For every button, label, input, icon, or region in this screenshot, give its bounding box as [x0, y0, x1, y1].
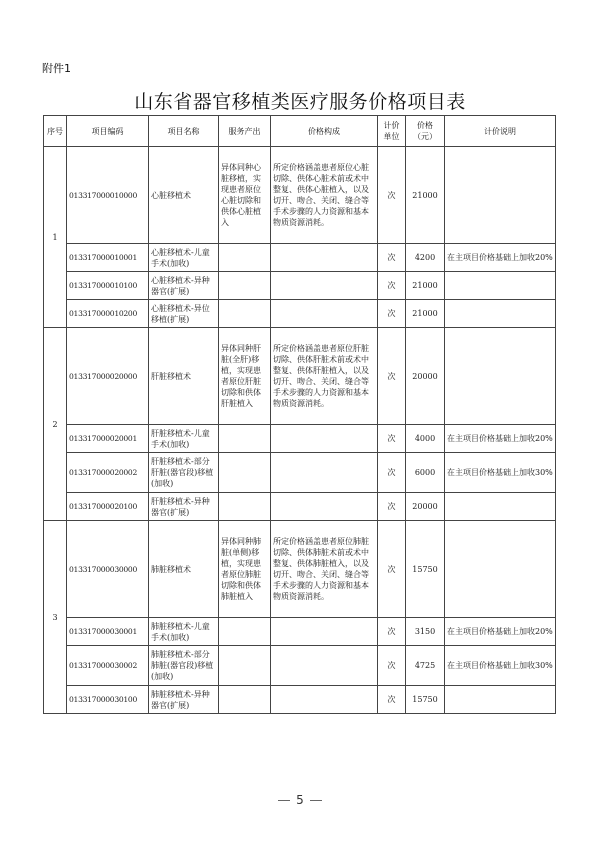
note-cell	[445, 686, 556, 714]
seq-cell: 1	[44, 147, 67, 328]
output-cell	[219, 686, 271, 714]
code-cell: 013317000010000	[67, 147, 149, 244]
output-cell: 异体同种肺脏(单侧)移植，实现患者原位肺脏切除和供体肺脏植入	[219, 521, 271, 618]
note-cell: 在主项目价格基础上加收20%	[445, 618, 556, 646]
composition-cell	[271, 300, 378, 328]
note-cell	[445, 521, 556, 618]
header-price: 价格（元）	[406, 116, 445, 147]
table-row-sub	[44, 618, 556, 646]
unit-cell: 次	[378, 425, 406, 453]
price-cell: 21000	[406, 300, 445, 328]
code-cell: 013317000010001	[67, 244, 149, 272]
price-cell: 21000	[406, 147, 445, 244]
note-cell	[445, 300, 556, 328]
composition-cell	[271, 244, 378, 272]
name-cell: 肝脏移植术-部分肝脏(器官段)移植(加收)	[149, 453, 219, 493]
header-composition: 价格构成	[271, 116, 378, 147]
table-row-main	[44, 328, 556, 425]
code-cell: 013317000030001	[67, 618, 149, 646]
code-cell: 013317000030100	[67, 686, 149, 714]
code-cell: 013317000020100	[67, 493, 149, 521]
name-cell: 心脏移植术-儿童手术(加收)	[149, 244, 219, 272]
name-cell: 心脏移植术-异种器官(扩展)	[149, 272, 219, 300]
code-cell: 013317000010200	[67, 300, 149, 328]
code-cell: 013317000020002	[67, 453, 149, 493]
unit-cell: 次	[378, 618, 406, 646]
table-row-sub	[44, 300, 556, 328]
unit-cell: 次	[378, 453, 406, 493]
output-cell	[219, 244, 271, 272]
price-cell: 15750	[406, 521, 445, 618]
header-code: 项目编码	[67, 116, 149, 147]
name-cell: 肺脏移植术-部分肺脏(器官段)移植(加收)	[149, 646, 219, 686]
note-cell	[445, 272, 556, 300]
price-cell: 21000	[406, 272, 445, 300]
page-number	[0, 793, 600, 807]
table-row-sub	[44, 453, 556, 493]
name-cell: 肝脏移植术	[149, 328, 219, 425]
name-cell: 肝脏移植术-儿童手术(加收)	[149, 425, 219, 453]
composition-cell: 所定价格涵盖患者原位心脏切除、供体心脏术前或术中整复、供体心脏植入，以及切开、吻合、关闭、缝合等手术步骤的人力资源和基本物质资源消耗。	[271, 147, 378, 244]
table-row-main	[44, 147, 556, 244]
code-cell: 013317000020000	[67, 328, 149, 425]
note-cell	[445, 328, 556, 425]
name-cell: 肺脏移植术	[149, 521, 219, 618]
code-cell: 013317000010100	[67, 272, 149, 300]
unit-cell: 次	[378, 272, 406, 300]
composition-cell	[271, 493, 378, 521]
output-cell: 异体同种肝脏(全肝)移植，实现患者原位肝脏切除和供体肝脏植入	[219, 328, 271, 425]
output-cell	[219, 272, 271, 300]
price-cell: 4725	[406, 646, 445, 686]
composition-cell: 所定价格涵盖患者原位肝脏切除、供体肝脏术前或术中整复、供体肝脏植入，以及切开、吻合、关闭、缝合等手术步骤的人力资源和基本物质资源消耗。	[271, 328, 378, 425]
output-cell	[219, 300, 271, 328]
unit-cell: 次	[378, 244, 406, 272]
output-cell	[219, 425, 271, 453]
price-cell: 20000	[406, 493, 445, 521]
page-number-value: 5	[296, 793, 304, 807]
code-cell: 013317000030000	[67, 521, 149, 618]
dash-right	[310, 800, 322, 801]
code-cell: 013317000030002	[67, 646, 149, 686]
composition-cell: 所定价格涵盖患者原位肺脏切除、供体肺脏术前或术中整复、供体肺脏植入，以及切开、吻合、关闭、缝合等手术步骤的人力资源和基本物质资源消耗。	[271, 521, 378, 618]
seq-cell: 2	[44, 328, 67, 521]
output-cell: 异体同种心脏移植，实现患者原位心脏切除和供体心脏植入	[219, 147, 271, 244]
header-output: 服务产出	[219, 116, 271, 147]
name-cell: 心脏移植术-异位移植(扩展)	[149, 300, 219, 328]
unit-cell: 次	[378, 646, 406, 686]
seq-cell: 3	[44, 521, 67, 714]
composition-cell	[271, 618, 378, 646]
table-row-sub	[44, 425, 556, 453]
dash-left	[278, 800, 290, 801]
name-cell: 肝脏移植术-异种器官(扩展)	[149, 493, 219, 521]
unit-cell: 次	[378, 300, 406, 328]
header-row	[44, 116, 556, 147]
table-row-sub	[44, 686, 556, 714]
table-row-sub	[44, 646, 556, 686]
header-unit: 计价单位	[378, 116, 406, 147]
table-row-sub	[44, 493, 556, 521]
price-cell: 3150	[406, 618, 445, 646]
name-cell: 心脏移植术	[149, 147, 219, 244]
code-cell: 013317000020001	[67, 425, 149, 453]
output-cell	[219, 453, 271, 493]
note-cell	[445, 147, 556, 244]
note-cell: 在主项目价格基础上加收20%	[445, 244, 556, 272]
note-cell	[445, 493, 556, 521]
header-note: 计价说明	[445, 116, 556, 147]
note-cell: 在主项目价格基础上加收30%	[445, 453, 556, 493]
composition-cell	[271, 686, 378, 714]
attachment-label: 附件1	[42, 62, 71, 75]
output-cell	[219, 493, 271, 521]
price-table	[43, 115, 556, 714]
note-cell: 在主项目价格基础上加收30%	[445, 646, 556, 686]
output-cell	[219, 646, 271, 686]
unit-cell: 次	[378, 521, 406, 618]
table-body	[44, 147, 556, 714]
output-cell	[219, 618, 271, 646]
composition-cell	[271, 453, 378, 493]
price-cell: 4200	[406, 244, 445, 272]
price-cell: 20000	[406, 328, 445, 425]
note-cell: 在主项目价格基础上加收20%	[445, 425, 556, 453]
composition-cell	[271, 425, 378, 453]
name-cell: 肺脏移植术-异种器官(扩展)	[149, 686, 219, 714]
header-name: 项目名称	[149, 116, 219, 147]
document-title: 山东省器官移植类医疗服务价格项目表	[134, 91, 466, 113]
table-row-sub	[44, 272, 556, 300]
price-cell: 6000	[406, 453, 445, 493]
unit-cell: 次	[378, 147, 406, 244]
price-cell: 4000	[406, 425, 445, 453]
table-row-sub	[44, 244, 556, 272]
unit-cell: 次	[378, 493, 406, 521]
header-seq: 序号	[44, 116, 67, 147]
composition-cell	[271, 272, 378, 300]
name-cell: 肺脏移植术-儿童手术(加收)	[149, 618, 219, 646]
price-cell: 15750	[406, 686, 445, 714]
unit-cell: 次	[378, 686, 406, 714]
table-row-main	[44, 521, 556, 618]
composition-cell	[271, 646, 378, 686]
unit-cell: 次	[378, 328, 406, 425]
